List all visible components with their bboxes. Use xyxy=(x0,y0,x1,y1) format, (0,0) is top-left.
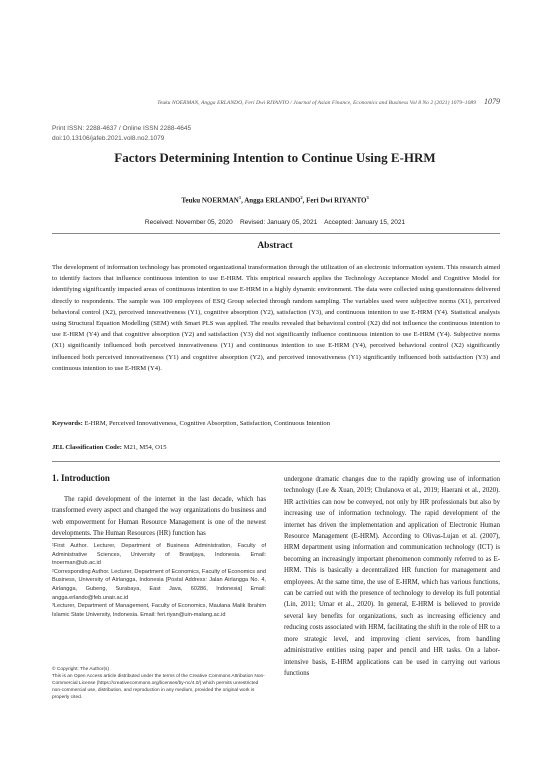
author-list: Teuku NOERMAN$^1$, Angga ERLANDO$^2$, Feri Dwi RIYANTO$^3$ xyxy=(181,195,369,205)
footnote: ²Corresponding Author. Lecturer, Department of Economics, Faculty of Economics and Business, University of Airlangga, Indonesia [Postal Address: Jalan Airlangga No. 4, Airlangga, Gubeng, Surabaya, East Java, 60286, Indonesia] Email: angga.erlando@feb.unair.ac.id xyxy=(52,568,266,601)
submission-dates xyxy=(0,219,550,226)
author-name: Angga ERLANDO xyxy=(244,196,301,205)
author-name: Teuku NOERMAN xyxy=(181,196,239,205)
abstract-text: The development of information technology has promoted organizational transformation through the utilization of an electronic information system. This research aimed to identify factors that influence continuous intention to use E-HRM. This empirical research applies the Technology Acceptance Model and Cognitive Model for identifying significantly impacted areas of continuous intention to use E-HRM in a highly dynamic environment. The data were collected using questionnaires delivered directly to respondents. The sample was 100 employees of ESQ Group selected through random sampling. The variables used were subjective norms (X1), perceived behavioral control (X2), perceived innovativeness (Y1), cognitive absorption (Y2), satisfaction (Y3), and continuous intention to use E-HRM (Y4). Statistical analysis using Structural Equation Modelling (SEM) with Smart PLS was applied. The results revealed that behavioral control (X2) did not influence the continuous intention to use E-HRM (Y4) and that cognitive absorption (Y2) and satisfaction (Y3) did not significantly influence continuous intention to use E-HRM (Y4). Subjective norms (X1) significantly influenced both perceived innovativeness (Y1) and continuous intention to use E-HRM (Y4), perceived behavioral control (X2) significantly influenced both perceived innovativeness (Y1) and cognitive absorption (Y2), and perceived innovativeness (Y1) significantly influenced both satisfaction (Y3) and continuous intention to use E-HRM (Y4). xyxy=(52,264,500,372)
author-affil-mark: 2 xyxy=(300,195,303,200)
intro-column-left: The rapid development of the internet in the last decade, which has transformed every aspect and changed the way organizations do business and web empowerment for Human Resource Management is one of the newest developments. The Human Resources (HR) function has xyxy=(52,496,266,538)
license-text: This is an Open Access article distributed under the terms of the Creative Commons Attribution Non-Commercial License (https://creativecommons.org/licenses/by-nc/4.0/) which permits unrestricted non-commercial use, distribution, and reproduction in any medium, provided the original work is properly cited. xyxy=(52,674,265,700)
section-heading: 1. Introduction xyxy=(52,473,110,483)
keywords-label: Keywords: xyxy=(52,420,83,427)
abstract-heading: Abstract xyxy=(257,241,293,251)
intro-column-right: undergone dramatic changes due to the rapidly growing use of information technology (Lee & Xuan, 2019; Chulanova et al., 2019; Haerani et al., 2020). HR activities can now be conveyed, not only by HR professionals but also by increasing use of information technology. The rapid development of the internet has driven the implementation and application of Electronic Human Resource Management (E-HRM). According to Olivas-Lujan et al. (2007), HRM department using information and communication technology (ICT) is becoming an increasingly important phenomenon commonly referred to as E-HRM. This is basically a decentralized HR function for management and employees. At the same time, the use of E-HRM, which has various functions, can be carried out with the presence of technology to develop its full potential (Lin, 2011; Umar et al., 2020). In general, E-HRM is believed to provide several key benefits for organizations, such as increasing efficiency and reducing costs associated with HRM, facilitating the shift in the role of HR to a more strategic level, and improving client services, from handling administrative entities using paper and pencil and HR tasks. On a labor-intensive basis, E-HRM applications can be used in carrying out various functions xyxy=(284,476,500,677)
revised-date: Revised: January 05, 2021 xyxy=(239,219,318,226)
footnote: ³Lecturer, Department of Management, Faculty of Economics, Maulana Malik Ibrahim Islamic State University, Indonesia. Email: feri.riyan@uin-malang.ac.id xyxy=(52,603,266,618)
divider xyxy=(52,461,500,462)
jel-codes xyxy=(52,444,500,451)
footnotes xyxy=(52,542,266,619)
footnote: ¹First Author. Lecturer, Department of Business Administration, Faculty of Administrative Sciences, University of Brawijaya, Indonesia. Email: tnoerman@ub.ac.id xyxy=(52,543,266,567)
jel-label: JEL Classification Code: xyxy=(52,444,122,451)
author-affil-mark: 1 xyxy=(238,195,242,200)
copyright-notice xyxy=(52,666,266,701)
received-date: Received: November 05, 2020 xyxy=(144,219,233,226)
publication-meta xyxy=(52,124,191,144)
footnote-divider xyxy=(52,538,140,539)
issn-line: Print ISSN: 2288-4637 / Online ISSN 2288-4645 xyxy=(52,125,192,132)
page-number: 1079 xyxy=(484,97,500,106)
accepted-date: Accepted: January 15, 2021 xyxy=(324,219,406,226)
divider xyxy=(52,233,500,234)
author-affil-mark: 3 xyxy=(366,195,369,200)
copyright-line: © Copyright: The Author(s) xyxy=(52,667,110,672)
jel-text: M21, M54, O15 xyxy=(123,444,167,451)
author-name: Feri Dwi RIYANTO xyxy=(306,196,367,205)
running-head xyxy=(52,97,500,106)
keywords xyxy=(52,420,500,427)
paper-title: Factors Determining Intention to Continue Using E-HRM xyxy=(114,150,436,165)
keywords-text: E-HRM, Perceived Innovativeness, Cognitive Absorption, Satisfaction, Continuous Intention xyxy=(84,420,331,427)
doi-line[interactable]: doi:10.13106/jafeb.2021.vol8.no2.1079 xyxy=(52,135,165,142)
running-head-citation: Teuku NOERMAN, Angga ERLANDO, Feri Dwi RIYANTO / Journal of Asian Finance, Economics and Business Vol 8 No 2 (2021) 1079–1089 xyxy=(157,100,476,106)
